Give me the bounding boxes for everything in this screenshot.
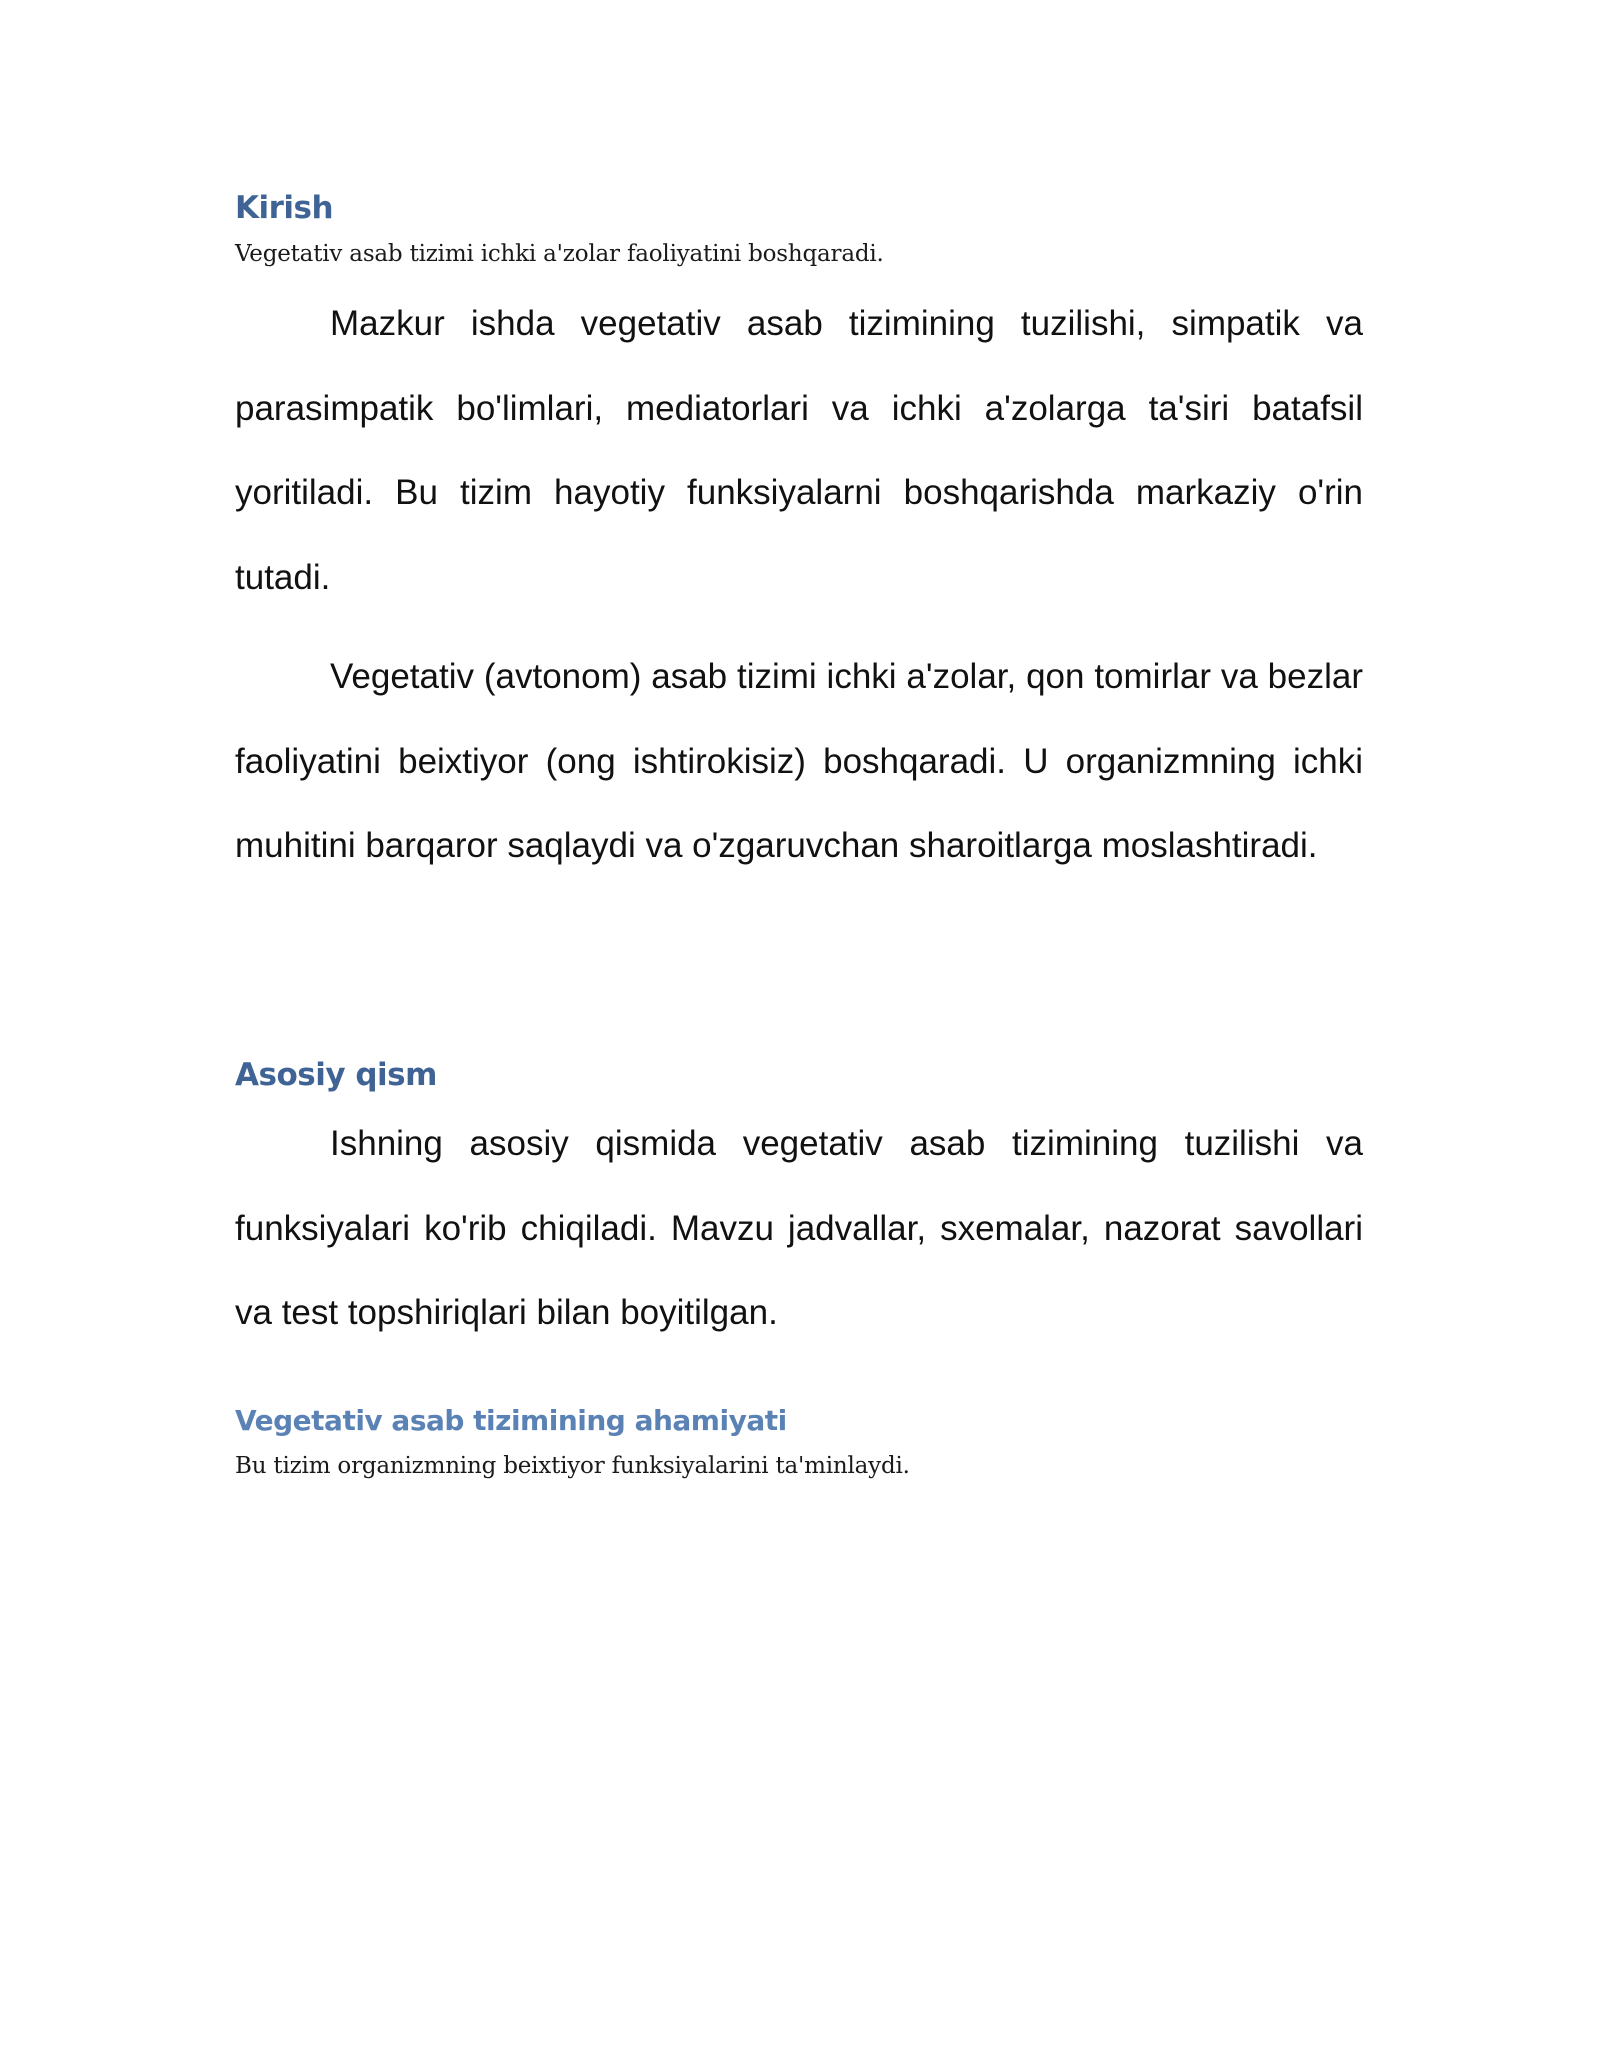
caption-kirish: Vegetativ asab tizimi ichki a'zolar faoliyatini boshqaradi. xyxy=(235,241,884,267)
heading-kirish: Kirish xyxy=(235,190,334,226)
paragraph-kirish-1: Mazkur ishda vegetativ asab tizimining tuzilishi, simpatik va parasimpatik bo'limlari, mediatorlari va ichki a'zolarga ta'siri batafsil yoritiladi. Bu tizim hayotiy funksiyalarni boshqarishda markaziy o'rin tutadi. xyxy=(235,304,1363,597)
paragraph-kirish-2: Vegetativ (avtonom) asab tizimi ichki a'zolar, qon tomirlar va bezlar faoliyatini beixtiyor (ong ishtirokisiz) boshqaradi. U organizmning ichki muhitini barqaror saqlaydi va o'zgaruvchan sharoitlarga moslashtiradi. xyxy=(235,657,1363,865)
heading-ahamiyati: Vegetativ asab tizimining ahamiyati xyxy=(235,1404,787,1437)
paragraph-asosiy-qism-1: Ishning asosiy qismida vegetativ asab tizimining tuzilishi va funksiyalari ko'rib chiqiladi. Mavzu jadvallar, sxemalar, nazorat savollari va test topshiriqlari bilan boyitilgan. xyxy=(235,1124,1363,1332)
caption-ahamiyati: Bu tizim organizmning beixtiyor funksiyalarini ta'minlaydi. xyxy=(235,1453,910,1479)
heading-asosiy-qism: Asosiy qism xyxy=(235,1057,437,1093)
